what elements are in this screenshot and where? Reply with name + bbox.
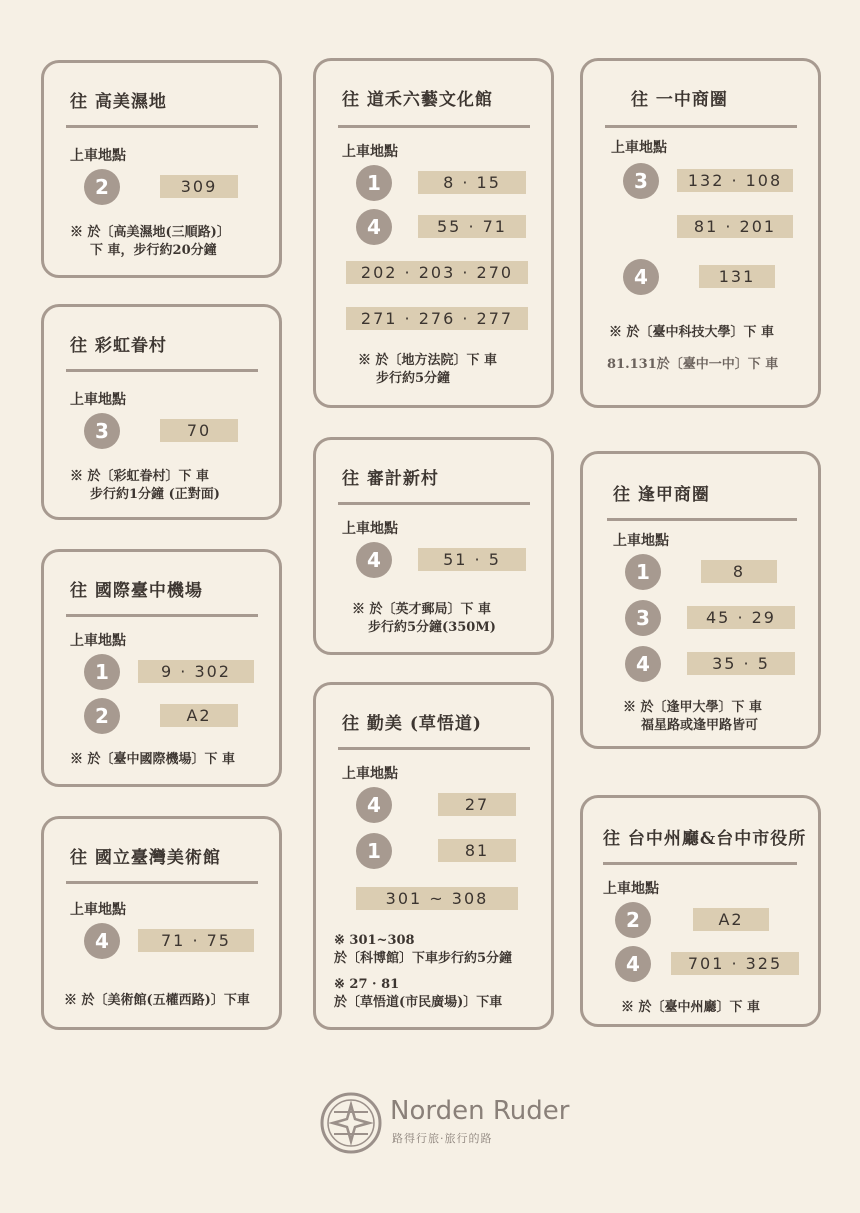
note-line: ※ 於〔地方法院〕下 車 (358, 353, 498, 368)
note-line: 於〔草悟道(市民廣場)〕下車 (334, 995, 503, 1010)
stop-badge: 3 (623, 163, 659, 199)
route-numbers: 71 · 75 (138, 929, 254, 952)
divider (338, 502, 530, 505)
route-numbers: 9 · 302 (138, 660, 254, 683)
compass-star-icon (320, 1092, 382, 1154)
divider (338, 125, 530, 128)
card-taichung-prefecture-hall (580, 795, 821, 1027)
divider (603, 862, 797, 865)
route-numbers: 35 · 5 (687, 652, 795, 675)
card-title: 往 高美濕地 (70, 92, 167, 112)
note-line: ※ 於〔英才郵局〕下 車 (352, 602, 492, 617)
stop-badge: 2 (84, 698, 120, 734)
boarding-label: 上車地點 (342, 521, 398, 537)
note-line: 步行約5分鐘(350M) (368, 620, 496, 635)
route-numbers: 55 · 71 (418, 215, 526, 238)
stop-badge: 1 (84, 654, 120, 690)
boarding-label: 上車地點 (603, 881, 659, 897)
boarding-label: 上車地點 (70, 902, 126, 918)
route-numbers: 8 (701, 560, 777, 583)
note-line: ※ 於〔臺中國際機場〕下 車 (70, 752, 236, 767)
card-rainbow-village (41, 304, 282, 520)
stop-badge: 4 (625, 646, 661, 682)
boarding-label: 上車地點 (613, 533, 669, 549)
card-title: 往 道禾六藝文化館 (342, 90, 493, 110)
note-line: ※ 於〔臺中州廳〕下 車 (621, 1000, 761, 1015)
card-yizhong-shopping-area (580, 58, 821, 408)
stop-badge: 4 (615, 946, 651, 982)
brand-tagline: 路得行旅·旅行的路 (392, 1132, 493, 1145)
stop-badge: 4 (356, 542, 392, 578)
stop-badge: 2 (84, 169, 120, 205)
note-line: 81.131於〔臺中一中〕下 車 (607, 357, 779, 372)
divider (607, 518, 797, 521)
stop-badge: 1 (625, 554, 661, 590)
route-numbers: 701 · 325 (671, 952, 799, 975)
route-numbers: 271 · 276 · 277 (346, 307, 528, 330)
brand-name: Norden Ruder (390, 1096, 570, 1126)
card-title: 往 國立臺灣美術館 (70, 848, 221, 868)
card-shenji-village (313, 437, 554, 655)
card-gaomei-wetland (41, 60, 282, 278)
note-line: 步行約5分鐘 (376, 371, 451, 386)
route-numbers: 8 · 15 (418, 171, 526, 194)
stop-badge: 4 (84, 923, 120, 959)
card-art-museum (41, 816, 282, 1030)
card-title: 往 一中商圈 (631, 90, 728, 110)
divider (338, 747, 530, 750)
note-line: ※ 於〔臺中科技大學〕下 車 (609, 325, 775, 340)
card-title: 往 勤美 (草悟道) (342, 714, 482, 734)
note-line: 步行約1分鐘 (正對面) (90, 487, 220, 502)
stop-badge: 4 (356, 209, 392, 245)
route-numbers: 309 (160, 175, 238, 198)
divider (66, 614, 258, 617)
card-title: 往 審計新村 (342, 469, 439, 489)
stop-badge: 1 (356, 833, 392, 869)
boarding-label: 上車地點 (342, 766, 398, 782)
brand-logo (320, 1090, 570, 1158)
route-numbers: 70 (160, 419, 238, 442)
stop-badge: 4 (623, 259, 659, 295)
note-line: 福星路或逢甲路皆可 (641, 718, 759, 733)
boarding-label: 上車地點 (70, 148, 126, 164)
card-daohe-culture-hall (313, 58, 554, 408)
route-numbers: 301 ~ 308 (356, 887, 518, 910)
note-line: ※ 301~308 (334, 933, 415, 948)
card-title: 往 國際臺中機場 (70, 581, 203, 601)
divider (66, 881, 258, 884)
boarding-label: 上車地點 (342, 144, 398, 160)
route-numbers: 51 · 5 (418, 548, 526, 571)
note-line: ※ 於〔美術館(五權西路)〕下車 (64, 993, 250, 1008)
route-numbers: A2 (160, 704, 238, 727)
card-taichung-airport (41, 549, 282, 787)
card-title: 往 逢甲商圈 (613, 485, 710, 505)
note-line: 下 車，步行約20分鐘 (90, 243, 217, 258)
note-line: 於〔科博館〕下車步行約5分鐘 (334, 951, 513, 966)
boarding-label: 上車地點 (70, 633, 126, 649)
route-numbers: 81 · 201 (677, 215, 793, 238)
route-numbers: 202 · 203 · 270 (346, 261, 528, 284)
stop-badge: 2 (615, 902, 651, 938)
card-title: 往 台中州廳&台中市役所 (603, 829, 807, 849)
route-numbers: 45 · 29 (687, 606, 795, 629)
route-numbers: 81 (438, 839, 516, 862)
note-line: ※ 27 · 81 (334, 977, 400, 992)
divider (66, 125, 258, 128)
stop-badge: 3 (625, 600, 661, 636)
route-numbers: A2 (693, 908, 769, 931)
card-fengjia-shopping-area (580, 451, 821, 749)
route-numbers: 27 (438, 793, 516, 816)
card-parkview-calligraphy-greenway (313, 682, 554, 1030)
boarding-label: 上車地點 (70, 392, 126, 408)
divider (66, 369, 258, 372)
route-numbers: 131 (699, 265, 775, 288)
note-line: ※ 於〔彩虹眷村〕下 車 (70, 469, 210, 484)
stop-badge: 4 (356, 787, 392, 823)
note-line: ※ 於〔高美濕地(三順路)〕 (70, 225, 230, 240)
boarding-label: 上車地點 (611, 140, 667, 156)
card-title: 往 彩虹眷村 (70, 336, 167, 356)
note-line: ※ 於〔逢甲大學〕下 車 (623, 700, 763, 715)
divider (605, 125, 797, 128)
stop-badge: 1 (356, 165, 392, 201)
stop-badge: 3 (84, 413, 120, 449)
route-numbers: 132 · 108 (677, 169, 793, 192)
